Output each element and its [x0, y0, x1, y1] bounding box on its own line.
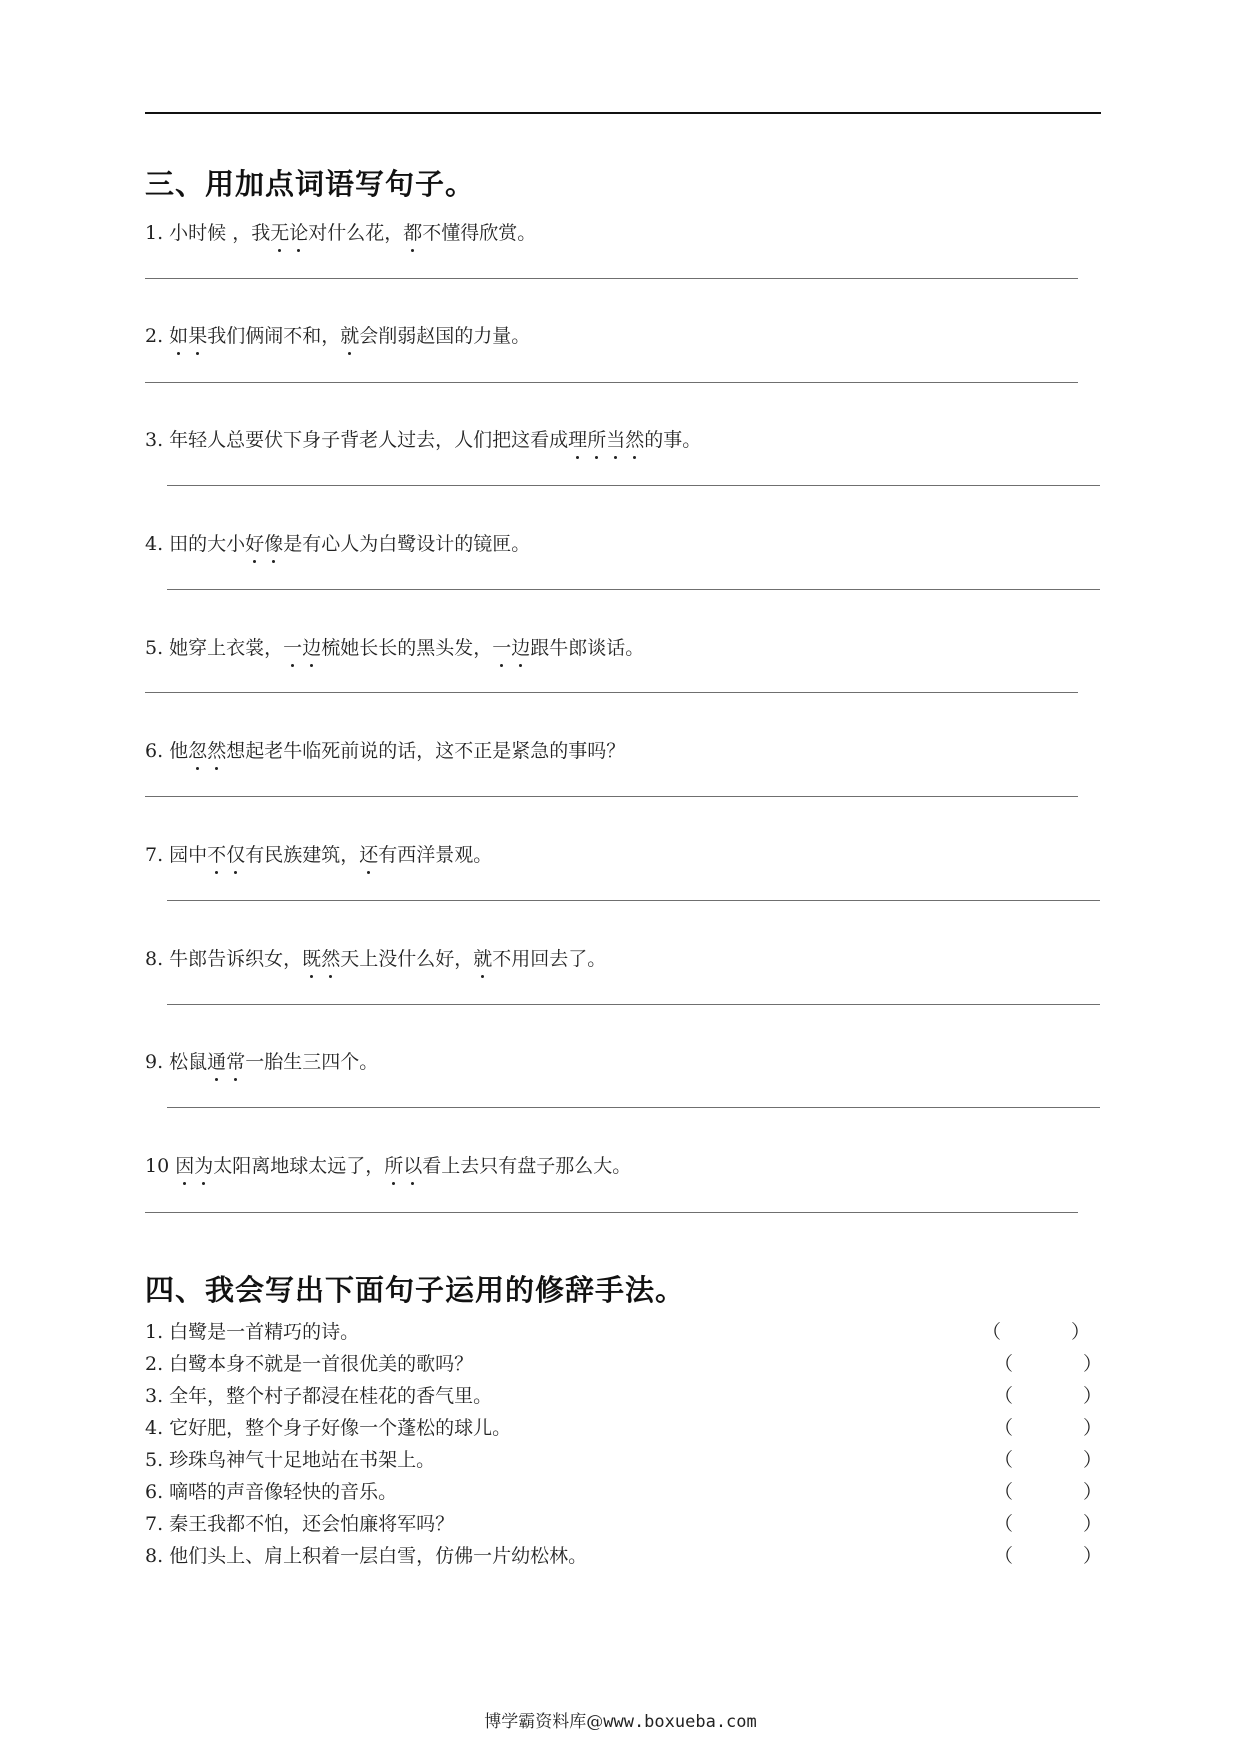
dotted-char: 论 — [289, 222, 309, 244]
answer-blank-parentheses[interactable] — [994, 1448, 1102, 1472]
dotted-char: 一 — [492, 637, 512, 659]
question-text: 我们俩闹不和， — [207, 325, 341, 347]
close-paren: ） — [1083, 1353, 1103, 1375]
open-paren: （ — [982, 1321, 1002, 1343]
sentence-question — [145, 221, 536, 245]
open-paren: （ — [994, 1385, 1014, 1407]
close-paren: ） — [1083, 1417, 1103, 1439]
answer-line[interactable] — [167, 1004, 1100, 1005]
close-paren: ） — [1083, 1545, 1103, 1567]
answer-line[interactable] — [167, 1107, 1100, 1108]
answer-blank-parentheses[interactable] — [994, 1480, 1102, 1504]
dotted-char: 就 — [340, 325, 360, 347]
dotted-char: 无 — [270, 222, 290, 244]
sentence-question — [145, 1154, 631, 1178]
question-text: 3. 年轻人总要伏下身子背老人过去，人们把这看成 — [145, 429, 569, 451]
close-paren: ） — [1083, 1449, 1103, 1471]
dotted-char: 仅 — [226, 844, 246, 866]
dotted-char: 为 — [194, 1155, 214, 1177]
open-paren: （ — [994, 1481, 1014, 1503]
emphasized-word — [403, 222, 422, 244]
footer-watermark — [0, 1707, 1241, 1732]
emphasized-word — [188, 740, 226, 762]
rhetoric-question: 5. 珍珠鸟神气十足地站在书架上。 — [145, 1449, 436, 1471]
emphasized-word — [568, 429, 644, 451]
answer-blank-parentheses[interactable] — [994, 1416, 1102, 1440]
answer-blank-parentheses[interactable] — [994, 1512, 1102, 1536]
question-text: 8. 牛郎告诉织女， — [145, 948, 303, 970]
question-text: 太阳离地球太远了， — [213, 1155, 385, 1177]
emphasized-word — [340, 325, 359, 347]
rhetoric-question: 4. 它好肥，整个身子好像一个蓬松的球儿。 — [145, 1417, 512, 1439]
answer-blank-parentheses[interactable] — [982, 1320, 1090, 1344]
answer-blank-parentheses[interactable] — [994, 1384, 1102, 1408]
answer-blank-parentheses[interactable] — [994, 1352, 1102, 1376]
question-text: 9. 松鼠 — [145, 1051, 208, 1073]
dotted-char: 通 — [207, 1051, 227, 1073]
dotted-char: 当 — [606, 429, 626, 451]
dotted-char: 因 — [175, 1155, 195, 1177]
answer-line[interactable] — [145, 1212, 1078, 1213]
rhetoric-question: 2. 白鹭本身不就是一首很优美的歌吗？ — [145, 1353, 474, 1375]
sentence-question — [145, 947, 606, 971]
dotted-char: 还 — [359, 844, 379, 866]
emphasized-word — [207, 1051, 245, 1073]
answer-line[interactable] — [167, 589, 1100, 590]
question-text: 2. — [145, 325, 170, 347]
question-text: 对什么花， — [308, 222, 404, 244]
dotted-char: 好 — [245, 533, 265, 555]
close-paren: ） — [1083, 1481, 1103, 1503]
dotted-char: 边 — [302, 637, 322, 659]
top-rule — [145, 112, 1101, 114]
rhetoric-question: 7. 秦王我都不怕，还会怕廉将军吗？ — [145, 1513, 455, 1535]
footer-url: www.boxueba.com — [603, 1712, 757, 1732]
emphasized-word — [270, 222, 308, 244]
question-text: 天上没什么好， — [340, 948, 474, 970]
question-text: 想起老牛临死前说的话，这不正是紧急的事吗？ — [226, 740, 626, 762]
dotted-char: 一 — [283, 637, 303, 659]
dotted-char: 不 — [207, 844, 227, 866]
answer-line[interactable] — [145, 382, 1078, 383]
emphasized-word — [245, 533, 283, 555]
dotted-char: 所 — [384, 1155, 404, 1177]
question-text: 是有心人为白鹭设计的镜匣。 — [283, 533, 531, 555]
question-text: 不用回去了。 — [492, 948, 607, 970]
dotted-char: 然 — [321, 948, 341, 970]
close-paren: ） — [1083, 1385, 1103, 1407]
question-text: 的事。 — [644, 429, 702, 451]
sentence-question — [145, 739, 625, 763]
emphasized-word — [492, 637, 530, 659]
question-text: 会削弱赵国的力量。 — [359, 325, 531, 347]
answer-line[interactable] — [167, 900, 1100, 901]
question-text: 不懂得欣赏。 — [422, 222, 537, 244]
rhetoric-question: 8. 他们头上、肩上积着一层白雪，仿佛一片幼松林。 — [145, 1545, 588, 1567]
sentence-question — [145, 428, 701, 452]
dotted-char: 所 — [587, 429, 607, 451]
dotted-char: 常 — [226, 1051, 246, 1073]
emphasized-word — [473, 948, 492, 970]
dotted-char: 像 — [264, 533, 284, 555]
sentence-question — [145, 532, 530, 556]
dotted-char: 以 — [403, 1155, 423, 1177]
section-4-title: 四、我会写出下面句子运用的修辞手法。 — [145, 1273, 686, 1307]
question-text: 6. 他 — [145, 740, 189, 762]
answer-line[interactable] — [145, 692, 1078, 693]
open-paren: （ — [994, 1513, 1014, 1535]
rhetoric-question: 1. 白鹭是一首精巧的诗。 — [145, 1321, 360, 1343]
rhetoric-question: 6. 嘀嗒的声音像轻快的音乐。 — [145, 1481, 398, 1503]
emphasized-word — [384, 1155, 422, 1177]
question-text: 10 — [145, 1155, 176, 1177]
emphasized-word — [169, 325, 207, 347]
rhetoric-question: 3. 全年，整个村子都浸在桂花的香气里。 — [145, 1385, 493, 1407]
answer-line[interactable] — [145, 278, 1078, 279]
answer-blank-parentheses[interactable] — [994, 1544, 1102, 1568]
open-paren: （ — [994, 1545, 1014, 1567]
dotted-char: 都 — [403, 222, 423, 244]
close-paren: ） — [1083, 1513, 1103, 1535]
dotted-char: 如 — [169, 325, 189, 347]
emphasized-word — [283, 637, 321, 659]
emphasized-word — [175, 1155, 213, 1177]
answer-line[interactable] — [145, 796, 1078, 797]
dotted-char: 边 — [511, 637, 531, 659]
open-paren: （ — [994, 1353, 1014, 1375]
dotted-char: 果 — [188, 325, 208, 347]
dotted-char: 然 — [625, 429, 645, 451]
open-paren: （ — [994, 1449, 1014, 1471]
dotted-char: 然 — [207, 740, 227, 762]
dotted-char: 就 — [473, 948, 493, 970]
sentence-question — [145, 636, 644, 660]
dotted-char: 既 — [302, 948, 322, 970]
close-paren: ） — [1071, 1321, 1091, 1343]
sentence-question — [145, 324, 530, 348]
section-3-title: 三、用加点词语写句子。 — [145, 167, 476, 201]
emphasized-word — [359, 844, 378, 866]
answer-line[interactable] — [167, 485, 1100, 486]
dotted-char: 忽 — [188, 740, 208, 762]
question-text: 跟牛郎谈话。 — [530, 637, 645, 659]
dotted-char: 理 — [568, 429, 588, 451]
question-text: 1. 小时候 ，我 — [145, 222, 271, 244]
sentence-question — [145, 843, 492, 867]
question-text: 梳她长长的黑头发， — [321, 637, 493, 659]
sentence-question — [145, 1050, 378, 1074]
question-text: 7. 园中 — [145, 844, 208, 866]
question-text: 看上去只有盘子那么大。 — [422, 1155, 632, 1177]
question-text: 一胎生三四个。 — [245, 1051, 379, 1073]
footer-brand: 博学霸资料库@ — [484, 1712, 604, 1732]
question-text: 有西洋景观。 — [378, 844, 493, 866]
question-text: 4. 田的大小 — [145, 533, 246, 555]
emphasized-word — [207, 844, 245, 866]
question-text: 有民族建筑， — [245, 844, 360, 866]
open-paren: （ — [994, 1417, 1014, 1439]
emphasized-word — [302, 948, 340, 970]
question-text: 5. 她穿上衣裳， — [145, 637, 284, 659]
